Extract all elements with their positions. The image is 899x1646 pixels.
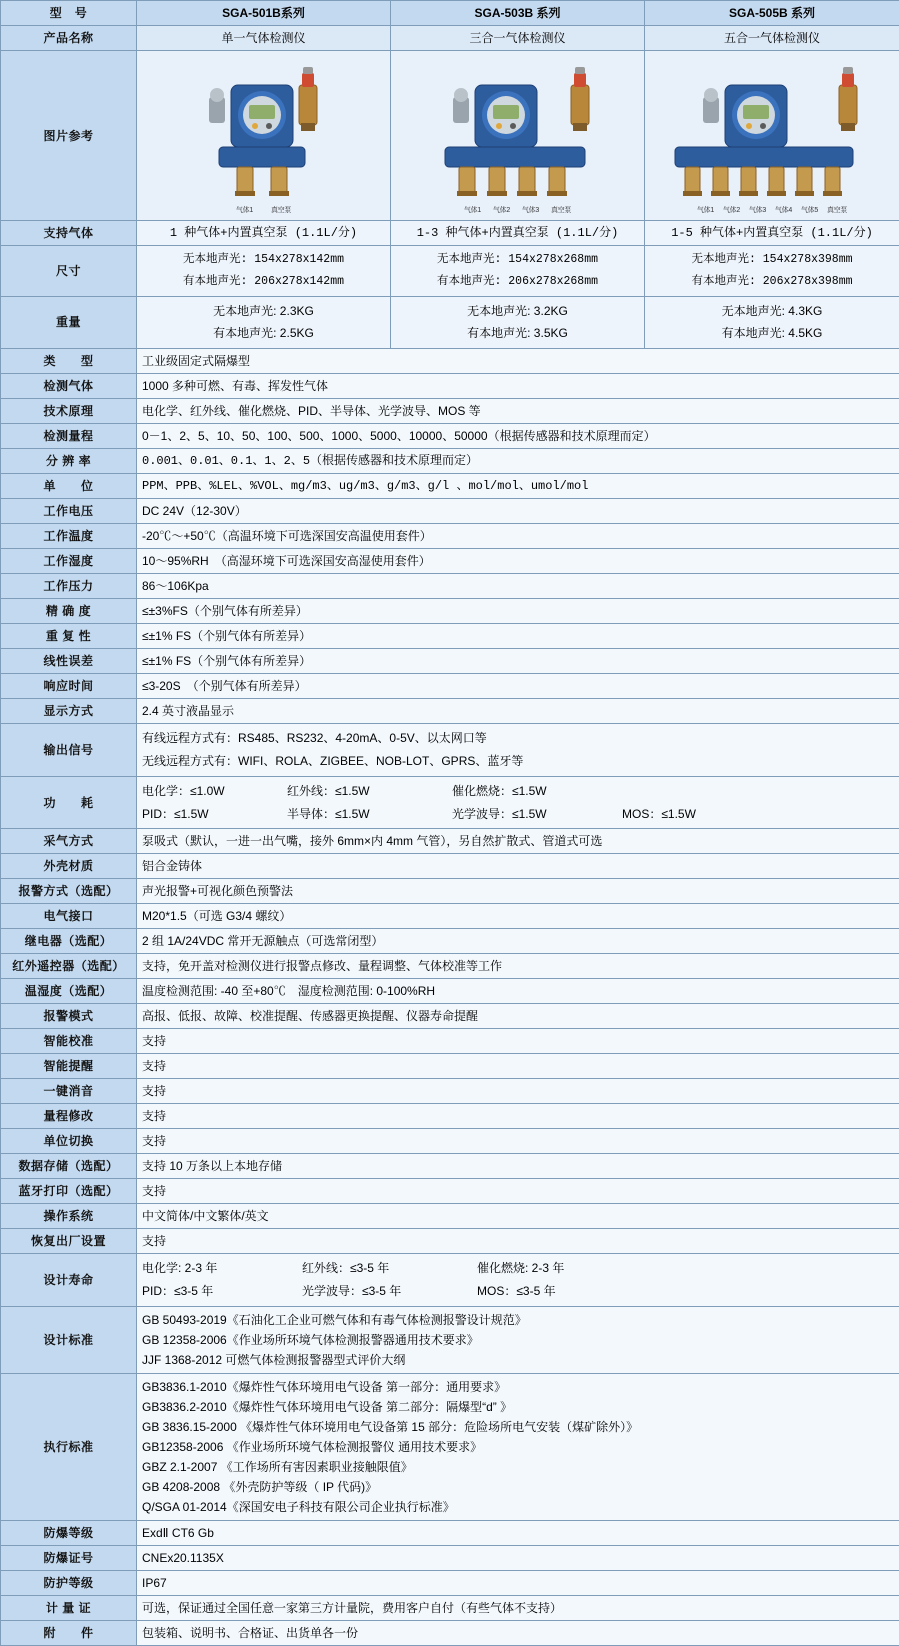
row-label-detect-gas: 检测气体 bbox=[1, 374, 137, 399]
row-value-resolution: 0.001、0.01、0.1、1、2、5（根据传感器和技术原理而定） bbox=[137, 449, 899, 474]
table-row-one-key-mute bbox=[1, 1079, 899, 1104]
table-row-product-name bbox=[1, 26, 899, 51]
row-value-voltage: DC 24V（12-30V） bbox=[137, 499, 899, 524]
row-label-smart-calibration: 智能校准 bbox=[1, 1029, 137, 1054]
row-label-housing: 外壳材质 bbox=[1, 854, 137, 879]
power-infrared: 红外线：≤1.5W bbox=[287, 780, 452, 803]
table-row-data-storage bbox=[1, 1154, 899, 1179]
row-label-one-key-mute: 一键消音 bbox=[1, 1079, 137, 1104]
row-value-ip-grade: IP67 bbox=[137, 1571, 899, 1596]
design-standard-item-2: GB 12358-2006《作业场所环境气体检测报警器通用技术要求》 bbox=[142, 1330, 894, 1350]
power-electrochemical: 电化学：≤1.0W bbox=[142, 780, 287, 803]
device-svg-1 bbox=[189, 55, 339, 207]
row-value-temp: -20℃～+50℃（高温环境下可选深国安高温使用套件） bbox=[137, 524, 899, 549]
row-label-product-name: 产品名称 bbox=[1, 26, 137, 51]
row-label-temp: 工作温度 bbox=[1, 524, 137, 549]
row-label-bluetooth-print: 蓝牙打印（选配） bbox=[1, 1179, 137, 1204]
row-label-image-reference: 图片参考 bbox=[1, 51, 137, 221]
table-row-repeatability bbox=[1, 624, 899, 649]
row-label-power-consumption: 功 耗 bbox=[1, 776, 137, 829]
table-row-tech-principle bbox=[1, 399, 899, 424]
table-row-metrology-cert bbox=[1, 1596, 899, 1621]
row-label-accessories: 附 件 bbox=[1, 1621, 137, 1646]
table-row-smart-calibration bbox=[1, 1029, 899, 1054]
weight-cell-3 bbox=[645, 296, 899, 349]
image-caption-1-2: 真空泵 bbox=[271, 206, 291, 217]
row-label-ir-remote: 红外遥控器（选配） bbox=[1, 954, 137, 979]
image-caption-2-4: 真空泵 bbox=[551, 206, 571, 217]
table-row-pressure bbox=[1, 574, 899, 599]
row-value-repeatability: ≤±1% FS（个别气体有所差异） bbox=[137, 624, 899, 649]
row-value-sampling: 泵吸式（默认，一进一出气嘴，接外 6mm×内 4mm 气管），另自然扩散式、管道式可选 bbox=[137, 829, 899, 854]
support-gas-cell-2: 1-3 种气体+内置真空泵 (1.1L/分) bbox=[391, 221, 645, 246]
size-cell-2-line2: 有本地声光: 206x278x268mm bbox=[396, 271, 639, 293]
model-cell-1: SGA-501B系列 bbox=[137, 1, 391, 26]
row-value-exec-standard bbox=[137, 1374, 899, 1521]
image-caption-2-2: 气体2 bbox=[493, 206, 510, 217]
table-row-resolution bbox=[1, 449, 899, 474]
table-row-model bbox=[1, 1, 899, 26]
row-label-electrical-interface: 电气接口 bbox=[1, 904, 137, 929]
row-label-design-life: 设计寿命 bbox=[1, 1254, 137, 1307]
table-row-range-modify bbox=[1, 1104, 899, 1129]
row-label-alarm-mode: 报警模式 bbox=[1, 1004, 137, 1029]
row-value-unit: PPM、PPB、%LEL、%VOL、mg/m3、ug/m3、g/m3、g/l 、mol/mol、umol/mol bbox=[137, 474, 899, 499]
row-value-temp-humidity: 温度检测范围: -40 至+80℃ 湿度检测范围: 0-100%RH bbox=[137, 979, 899, 1004]
support-gas-cell-1: 1 种气体+内置真空泵 (1.1L/分) bbox=[137, 221, 391, 246]
table-row-support-gas bbox=[1, 221, 899, 246]
image-caption-2-3: 气体3 bbox=[522, 206, 539, 217]
row-label-sampling: 采气方式 bbox=[1, 829, 137, 854]
device-illustration-1 bbox=[189, 55, 339, 215]
weight-cell-2 bbox=[391, 296, 645, 349]
row-label-output-signal: 输出信号 bbox=[1, 724, 137, 777]
row-value-output-signal bbox=[137, 724, 899, 777]
table-row-size bbox=[1, 246, 899, 297]
row-value-os: 中文简体/中文繁体/英文 bbox=[137, 1204, 899, 1229]
row-label-display: 显示方式 bbox=[1, 699, 137, 724]
table-row-design-standard bbox=[1, 1307, 899, 1374]
power-optical-waveguide: 光学波导：≤1.5W bbox=[452, 803, 622, 826]
row-value-design-standard bbox=[137, 1307, 899, 1374]
output-signal-line-1: 有线远程方式有：RS485、RS232、4-20mA、0-5V、以太网口等 bbox=[142, 727, 894, 750]
table-row-factory-reset bbox=[1, 1229, 899, 1254]
image-caption-3-1: 气体1 bbox=[697, 206, 714, 217]
row-label-alarm-method: 报警方式（选配） bbox=[1, 879, 137, 904]
row-value-alarm-mode: 高报、低报、故障、校准提醒、传感器更换提醒、仪器寿命提醒 bbox=[137, 1004, 899, 1029]
row-value-metrology-cert: 可选，保证通过全国任意一家第三方计量院，费用客户自付（有些气体不支持） bbox=[137, 1596, 899, 1621]
weight-cell-1-line1: 无本地声光: 2.3KG bbox=[142, 300, 385, 323]
table-row-voltage bbox=[1, 499, 899, 524]
table-row-smart-reminder bbox=[1, 1054, 899, 1079]
output-signal-line-2: 无线远程方式有：WIFI、ROLA、ZIGBEE、NOB-LOT、GPRS、蓝牙等 bbox=[142, 750, 894, 773]
exec-standard-item-1: GB3836.1-2010《爆炸性气体环境用电气设备 第一部分：通用要求》 bbox=[142, 1377, 894, 1397]
row-label-weight: 重量 bbox=[1, 296, 137, 349]
row-label-relay: 继电器（选配） bbox=[1, 929, 137, 954]
device-illustration-2 bbox=[423, 55, 613, 215]
design-life-line-1 bbox=[142, 1257, 894, 1280]
row-value-alarm-method: 声光报警+可视化颜色预警法 bbox=[137, 879, 899, 904]
power-line-1 bbox=[142, 780, 894, 803]
device-illustration-3 bbox=[657, 55, 887, 215]
table-row-weight bbox=[1, 296, 899, 349]
exec-standard-item-3: GB 3836.15-2000 《爆炸性气体环境用电气设备第 15 部分：危险场所电气安装（煤矿除外）》 bbox=[142, 1417, 894, 1437]
device-svg-2 bbox=[423, 55, 613, 207]
table-row-design-life bbox=[1, 1254, 899, 1307]
row-value-electrical-interface: M20*1.5（可选 G3/4 螺纹） bbox=[137, 904, 899, 929]
product-image-2 bbox=[391, 51, 645, 221]
life-pid: PID：≤3-5 年 bbox=[142, 1280, 302, 1303]
row-value-linearity: ≤±1% FS（个别气体有所差异） bbox=[137, 649, 899, 674]
table-row-accessories bbox=[1, 1621, 899, 1646]
table-row-housing bbox=[1, 854, 899, 879]
image-caption-2-1: 气体1 bbox=[464, 206, 481, 217]
table-row-range bbox=[1, 424, 899, 449]
row-value-humidity: 10～95%RH （高湿环境下可选深国安高湿使用套件） bbox=[137, 549, 899, 574]
weight-cell-2-line1: 无本地声光: 3.2KG bbox=[396, 300, 639, 323]
table-row-unit bbox=[1, 474, 899, 499]
row-label-pressure: 工作压力 bbox=[1, 574, 137, 599]
size-cell-3-line1: 无本地声光: 154x278x398mm bbox=[650, 249, 894, 271]
exec-standard-item-4: GB12358-2006 《作业场所环境气体检测报警仪 通用技术要求》 bbox=[142, 1437, 894, 1457]
row-label-accuracy: 精 确 度 bbox=[1, 599, 137, 624]
row-label-model: 型 号 bbox=[1, 1, 137, 26]
row-label-smart-reminder: 智能提醒 bbox=[1, 1054, 137, 1079]
row-value-ir-remote: 支持，免开盖对检测仪进行报警点修改、量程调整、气体校准等工作 bbox=[137, 954, 899, 979]
row-value-relay: 2 组 1A/24VDC 常开无源触点（可选常闭型） bbox=[137, 929, 899, 954]
table-row-sampling bbox=[1, 829, 899, 854]
row-label-range-modify: 量程修改 bbox=[1, 1104, 137, 1129]
table-row-output-signal bbox=[1, 724, 899, 777]
exec-standard-item-5: GBZ 2.1-2007 《工作场所有害因素职业接触限值》 bbox=[142, 1457, 894, 1477]
image-caption-1-1: 气体1 bbox=[236, 206, 253, 217]
table-row-bluetooth-print bbox=[1, 1179, 899, 1204]
row-label-linearity: 线性误差 bbox=[1, 649, 137, 674]
table-row-electrical-interface bbox=[1, 904, 899, 929]
row-value-detect-gas: 1000 多种可燃、有毒、挥发性气体 bbox=[137, 374, 899, 399]
table-row-temp bbox=[1, 524, 899, 549]
row-value-ex-cert: CNEx20.1135X bbox=[137, 1546, 899, 1571]
image-caption-3-6: 真空泵 bbox=[827, 206, 847, 217]
life-catalytic: 催化燃烧: 2-3 年 bbox=[477, 1257, 647, 1280]
row-label-voltage: 工作电压 bbox=[1, 499, 137, 524]
table-row-relay bbox=[1, 929, 899, 954]
row-label-ex-grade: 防爆等级 bbox=[1, 1521, 137, 1546]
row-value-housing: 铝合金铸体 bbox=[137, 854, 899, 879]
weight-cell-3-line2: 有本地声光: 4.5KG bbox=[650, 322, 894, 345]
table-row-image-reference bbox=[1, 51, 899, 221]
design-life-line-2 bbox=[142, 1280, 894, 1303]
table-row-response-time bbox=[1, 674, 899, 699]
table-row-detect-gas bbox=[1, 374, 899, 399]
table-row-humidity bbox=[1, 549, 899, 574]
weight-cell-2-line2: 有本地声光: 3.5KG bbox=[396, 322, 639, 345]
row-value-response-time: ≤3-20S （个别气体有所差异） bbox=[137, 674, 899, 699]
table-row-unit-switch bbox=[1, 1129, 899, 1154]
size-cell-1 bbox=[137, 246, 391, 297]
row-label-factory-reset: 恢复出厂设置 bbox=[1, 1229, 137, 1254]
image-caption-3-3: 气体3 bbox=[749, 206, 766, 217]
power-catalytic: 催化燃烧：≤1.5W bbox=[452, 780, 622, 803]
table-row-alarm-mode bbox=[1, 1004, 899, 1029]
life-mos: MOS：≤3-5 年 bbox=[477, 1280, 647, 1303]
size-cell-3-line2: 有本地声光: 206x278x398mm bbox=[650, 271, 894, 293]
row-value-one-key-mute: 支持 bbox=[137, 1079, 899, 1104]
table-row-type bbox=[1, 349, 899, 374]
row-label-metrology-cert: 计 量 证 bbox=[1, 1596, 137, 1621]
row-value-display: 2.4 英寸液晶显示 bbox=[137, 699, 899, 724]
exec-standard-item-6: GB 4208-2008 《外壳防护等级（ IP 代码)》 bbox=[142, 1477, 894, 1497]
product-image-1 bbox=[137, 51, 391, 221]
weight-cell-3-line1: 无本地声光: 4.3KG bbox=[650, 300, 894, 323]
row-label-resolution: 分 辨 率 bbox=[1, 449, 137, 474]
row-value-bluetooth-print: 支持 bbox=[137, 1179, 899, 1204]
table-row-ip-grade bbox=[1, 1571, 899, 1596]
row-label-humidity: 工作湿度 bbox=[1, 549, 137, 574]
table-row-ex-cert bbox=[1, 1546, 899, 1571]
row-label-size: 尺寸 bbox=[1, 246, 137, 297]
row-label-unit-switch: 单位切换 bbox=[1, 1129, 137, 1154]
design-standard-item-1: GB 50493-2019《石油化工企业可燃气体和有毒气体检测报警设计规范》 bbox=[142, 1310, 894, 1330]
row-label-data-storage: 数据存储（选配） bbox=[1, 1154, 137, 1179]
life-electrochemical: 电化学: 2-3 年 bbox=[142, 1257, 302, 1280]
product-name-cell-2: 三合一气体检测仪 bbox=[391, 26, 645, 51]
row-label-design-standard: 设计标准 bbox=[1, 1307, 137, 1374]
row-label-os: 操作系统 bbox=[1, 1204, 137, 1229]
table-row-power-consumption bbox=[1, 776, 899, 829]
row-value-power-consumption bbox=[137, 776, 899, 829]
row-value-data-storage: 支持 10 万条以上本地存储 bbox=[137, 1154, 899, 1179]
table-row-linearity bbox=[1, 649, 899, 674]
table-row-os bbox=[1, 1204, 899, 1229]
row-label-range: 检测量程 bbox=[1, 424, 137, 449]
row-value-accuracy: ≤±3%FS（个别气体有所差异） bbox=[137, 599, 899, 624]
row-value-tech-principle: 电化学、红外线、催化燃烧、PID、半导体、光学波导、MOS 等 bbox=[137, 399, 899, 424]
row-value-accessories: 包装箱、说明书、合格证、出货单各一份 bbox=[137, 1621, 899, 1646]
power-line-2 bbox=[142, 803, 894, 826]
row-label-ip-grade: 防护等级 bbox=[1, 1571, 137, 1596]
row-value-range-modify: 支持 bbox=[137, 1104, 899, 1129]
row-value-pressure: 86～106Kpa bbox=[137, 574, 899, 599]
table-row-exec-standard bbox=[1, 1374, 899, 1521]
size-cell-2-line1: 无本地声光: 154x278x268mm bbox=[396, 249, 639, 271]
power-mos: MOS：≤1.5W bbox=[622, 803, 696, 826]
size-cell-2 bbox=[391, 246, 645, 297]
model-cell-2: SGA-503B 系列 bbox=[391, 1, 645, 26]
image-caption-3-4: 气体4 bbox=[775, 206, 792, 217]
row-value-design-life bbox=[137, 1254, 899, 1307]
row-value-unit-switch: 支持 bbox=[137, 1129, 899, 1154]
row-label-unit: 单 位 bbox=[1, 474, 137, 499]
weight-cell-1-line2: 有本地声光: 2.5KG bbox=[142, 322, 385, 345]
row-value-type: 工业级固定式隔爆型 bbox=[137, 349, 899, 374]
power-semiconductor: 半导体：≤1.5W bbox=[287, 803, 452, 826]
table-row-accuracy bbox=[1, 599, 899, 624]
weight-cell-1 bbox=[137, 296, 391, 349]
exec-standard-item-2: GB3836.2-2010《爆炸性气体环境用电气设备 第二部分：隔爆型“d” 》 bbox=[142, 1397, 894, 1417]
power-pid: PID：≤1.5W bbox=[142, 803, 287, 826]
table-row-display bbox=[1, 699, 899, 724]
product-image-3 bbox=[645, 51, 899, 221]
row-value-range: 0－1、2、5、10、50、100、500、1000、5000、10000、50000（根据传感器和技术原理而定） bbox=[137, 424, 899, 449]
row-label-repeatability: 重 复 性 bbox=[1, 624, 137, 649]
row-label-type: 类 型 bbox=[1, 349, 137, 374]
support-gas-cell-3: 1-5 种气体+内置真空泵 (1.1L/分) bbox=[645, 221, 899, 246]
table-row-alarm-method bbox=[1, 879, 899, 904]
table-row-ir-remote bbox=[1, 954, 899, 979]
device-svg-3 bbox=[657, 55, 887, 207]
row-value-smart-reminder: 支持 bbox=[137, 1054, 899, 1079]
row-label-response-time: 响应时间 bbox=[1, 674, 137, 699]
size-cell-1-line2: 有本地声光: 206x278x142mm bbox=[142, 271, 385, 293]
size-cell-1-line1: 无本地声光: 154x278x142mm bbox=[142, 249, 385, 271]
size-cell-3 bbox=[645, 246, 899, 297]
row-label-temp-humidity: 温湿度（选配） bbox=[1, 979, 137, 1004]
row-value-smart-calibration: 支持 bbox=[137, 1029, 899, 1054]
life-infrared: 红外线：≤3-5 年 bbox=[302, 1257, 477, 1280]
exec-standard-item-7: Q/SGA 01-2014《深国安电子科技有限公司企业执行标准》 bbox=[142, 1497, 894, 1517]
row-value-factory-reset: 支持 bbox=[137, 1229, 899, 1254]
life-optical-waveguide: 光学波导：≤3-5 年 bbox=[302, 1280, 477, 1303]
row-label-tech-principle: 技术原理 bbox=[1, 399, 137, 424]
row-label-ex-cert: 防爆证号 bbox=[1, 1546, 137, 1571]
row-label-exec-standard: 执行标准 bbox=[1, 1374, 137, 1521]
row-label-support-gas: 支持气体 bbox=[1, 221, 137, 246]
design-standard-item-3: JJF 1368-2012 可燃气体检测报警器型式评价大纲 bbox=[142, 1350, 894, 1370]
product-name-cell-1: 单一气体检测仪 bbox=[137, 26, 391, 51]
table-row-ex-grade bbox=[1, 1521, 899, 1546]
product-name-cell-3: 五合一气体检测仪 bbox=[645, 26, 899, 51]
image-caption-3-5: 气体5 bbox=[801, 206, 818, 217]
table-row-temp-humidity bbox=[1, 979, 899, 1004]
model-cell-3: SGA-505B 系列 bbox=[645, 1, 899, 26]
image-caption-3-2: 气体2 bbox=[723, 206, 740, 217]
row-value-ex-grade: ExdⅡ CT6 Gb bbox=[137, 1521, 899, 1546]
